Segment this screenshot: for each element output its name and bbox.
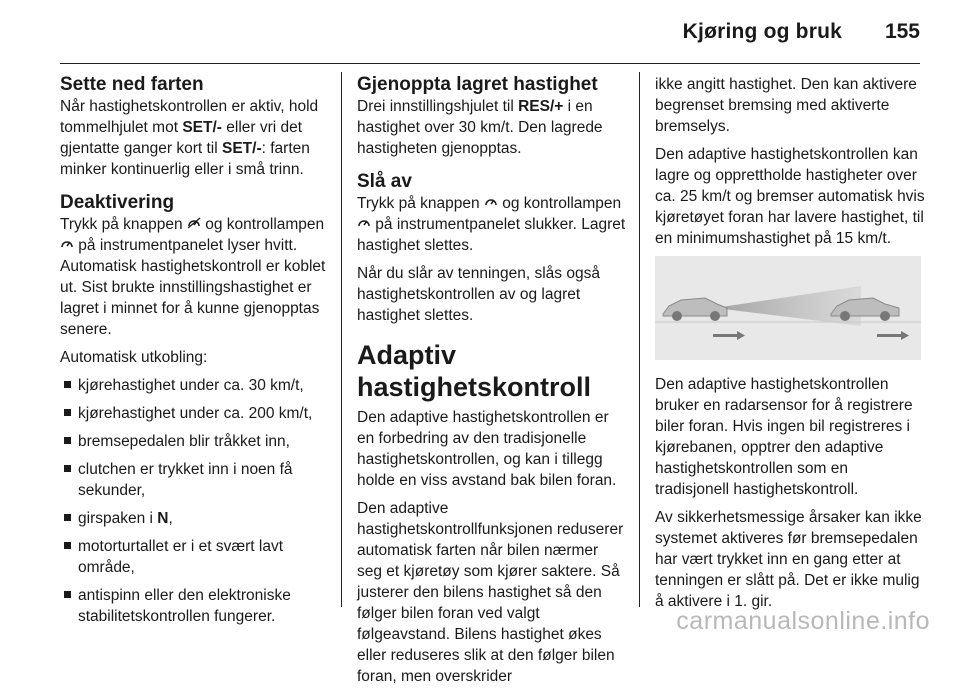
heading-reduce-speed: Sette ned farten xyxy=(60,74,204,95)
paragraph-auto-disengage: Automatisk utkobling: xyxy=(60,349,208,366)
header-divider xyxy=(60,63,920,64)
column-divider xyxy=(639,72,640,607)
paragraph-resume-speed: Drei innstillingshjulet til RES/+ i en hastighet over 30 km/t. Den lagrede hastigheten gjenopptas. xyxy=(357,98,603,157)
paragraph-adaptive-function: Den adaptive hastighetskontrollfunksjonen reduserer automatisk farten når bilen nærmer seg et kjøretøy som kjører saktere. Så justerer den bilens hastighet så den følger bilen foran ved valgt følgeavstand. Bilens hastighet økes eller reduseres slik at den følger bilen foran, men overskrider xyxy=(357,500,624,685)
list-item: antispinn eller den elektroniske stabilitetskontrollen fungerer. xyxy=(60,585,330,627)
watermark: carmanualsonline.info xyxy=(676,607,930,635)
list-item: clutchen er trykket inn i noen få sekunder, xyxy=(60,459,330,501)
column-2 xyxy=(357,74,627,694)
heading-switch-off: Slå av xyxy=(357,171,412,192)
paragraph-ignition-off: Når du slår av tenningen, slås også hastighetskontrollen av og lagret hastighet slettes. xyxy=(357,265,600,324)
paragraph-reduce-speed: Når hastighetskontrollen er aktiv, hold tommelhjulet mot SET/- eller vri det gjentatte ganger kort til SET/-: farten minker kontinuerlig eller i små trinn. xyxy=(60,98,319,178)
cruise-control-icon xyxy=(484,193,498,214)
paragraph-deactivation: Trykk på knappen og kontrollampen på instrumentpanelet lyser hvitt. Automatisk hastighetskontroll er koblet ut. Sist brukte innstillingshastighet er lagret i minnet for å kunne gjenopptas senere. xyxy=(60,216,326,338)
cruise-control-icon xyxy=(60,235,74,256)
paragraph-safety: Av sikkerhetsmessige årsaker kan ikke systemet aktiveres før bremsepedalen har vært trykket inn en gang etter at tenningen er slått på. Det er ikke mulig å aktivere i 1. gir. xyxy=(655,509,922,610)
paragraph-adaptive-intro: Den adaptive hastighetskontrollen er en forbedring av den tradisjonelle hastighetskontrollen, og kan i tillegg holde en viss avstand bak bilen foran. xyxy=(357,409,617,489)
paragraph-switch-off: Trykk på knappen og kontrollampen på instrumentpanelet slukker. Lagret hastighet slettes. xyxy=(357,195,626,254)
adaptive-cruise-radar-illustration xyxy=(655,256,921,360)
auto-disengage-list xyxy=(60,375,330,627)
heading-resume-speed: Gjenoppta lagret hastighet xyxy=(357,74,598,95)
column-3 xyxy=(655,74,925,619)
paragraph-radar-sensor: Den adaptive hastighetskontrollen bruker en radarsensor for å registrere biler foran. Hvis ingen bil registreres i kjørebanen, opptrer den adaptive hastighetskontrollen som en tradisjonell hastighetskontroll. xyxy=(655,376,913,498)
heading-deactivation: Deaktivering xyxy=(60,192,175,213)
page-number: 155 xyxy=(884,20,920,43)
list-item: bremsepedalen blir tråkket inn, xyxy=(60,431,330,452)
paragraph-speed-range: Den adaptive hastighetskontrollen kan lagre og opprettholde hastigheter over ca. 25 km/t og bremser automatisk hvis kjøretøyet foran har lavere hastighet, til en minimumshastighet på 15 km/t. xyxy=(655,146,925,247)
heading-adaptive-cruise: Adaptiv hastighetskontroll xyxy=(357,340,592,402)
list-item: girspaken i N, xyxy=(60,508,330,529)
list-item: motorturtallet er i et svært lavt område, xyxy=(60,536,330,578)
list-item: kjørehastighet under ca. 200 km/t, xyxy=(60,403,330,424)
column-divider xyxy=(341,72,342,607)
column-1 xyxy=(60,74,330,634)
cruise-control-off-icon xyxy=(187,214,201,235)
list-item: kjørehastighet under ca. 30 km/t, xyxy=(60,375,330,396)
cruise-control-icon xyxy=(357,214,371,235)
page-header-title: Kjøring og bruk xyxy=(682,20,842,43)
paragraph-continued: ikke angitt hastighet. Den kan aktivere begrenset bremsing med aktiverte bremselys. xyxy=(655,76,917,135)
